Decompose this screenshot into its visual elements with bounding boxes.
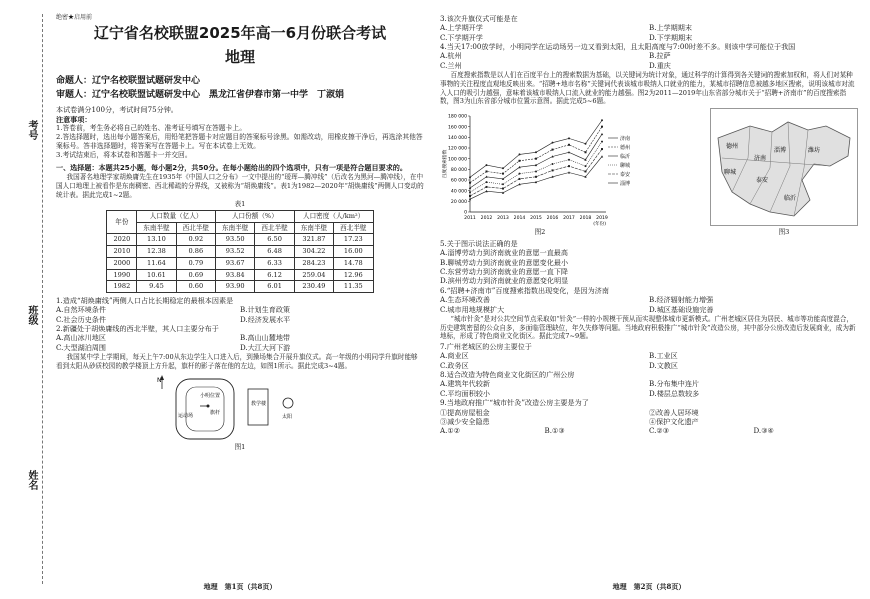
sun-label: 太阳 [282,413,293,420]
x-tick-label: 2018 [579,215,592,221]
table-subheader: 西北半壁 [255,222,294,234]
table-cell: 12.96 [334,269,373,281]
data-point [601,126,603,128]
question-stem: 2.新疆处于胡焕庸线的西北半壁，其人口主要分布于 [56,324,219,334]
answer-option: A.①② [440,426,461,436]
data-point [502,173,504,175]
table-cell: 0.69 [176,269,215,281]
answer-option: D.城区基础设施完善 [649,304,714,314]
class-label: 班级 [26,305,37,325]
figure-caption: 图2 [534,228,546,237]
x-tick-label: 2016 [546,215,559,221]
score-line: 本试卷满分100分，考试时间75分钟。 [56,105,178,115]
section-heading: 一、选择题：本题共25小题，每小题2分，共50分。在每小题给出的四个选项中，只有一项是符合题目要求的。 [56,162,407,172]
y-tick-label: 0 [464,210,467,216]
passage-text: 百度搜索指数是以人们在百度平台上的搜索数据为基础，以关键词为统计对象，通过科学的计算得到各关键词的搜索加权和，将人们对某种事物的关注程度直观地反映出来。“招聘+地市名称”关键词代表该城市吸纳人口就业的能力，某城市招聘信息被越多地区搜索，说明该城市对流入人口的吸引力越强，意味着该城市吸纳人口流入就业的能力越强。图2为2011—2019年山东省部分城市关于“招聘+济南市”的百度搜索指数，图3为山东省部分城市位置示意图。据此完成5~6题。 [440,71,855,106]
question-stem: 1.造成“胡焕庸线”两侧人口占比长期稳定的最根本因素是 [56,295,234,305]
answer-option: C.东营劳动力到济南就业的意愿一直下降 [440,267,569,277]
table-header: 年份 [107,211,137,234]
series-line [470,134,602,188]
question-stem: 8.适合改造为特色商业文化街区的广州公房 [440,370,575,380]
answer-option: D.滨州劳动力到济南就业的意愿变化明显 [440,276,569,286]
fig3-shandong-map [710,108,858,226]
data-point [502,183,504,185]
table-cell: 321.87 [294,234,333,246]
data-point [585,143,587,145]
option-row [56,305,424,314]
figure-caption: 图3 [778,228,790,237]
data-point [519,153,521,155]
answer-option: B.高山山麓地带 [240,333,291,343]
option-row [440,248,858,257]
exam-title: 辽宁省名校联盟2025年高一6月份联合考试 [93,23,387,42]
subject-title: 地理 [224,47,255,66]
page-two [440,14,858,591]
passage-text: “城市针灸”是对公共空间节点采取如“针灸”一样的小规模干预从而实现整体城市更新模式。广州老城区居住为居民、城市等功能高度混合，历史建筑密留的公众自多，多面临管理缺位，年久失修等问题。当地政府积极推广“城市针灸”改造公房，其中部分公房改造后发展商业，成为新地标，形成了特色商业文化街区。据此完成7~9题。 [440,314,856,341]
table-row [107,246,373,258]
y-tick-label: 180 000 [448,114,467,120]
option-row [56,333,424,342]
table-cell: 0.92 [176,234,215,246]
table-subheader: 西北半壁 [176,222,215,234]
y-tick-label: 140 000 [448,135,467,141]
answer-option: D.下学期期末 [649,32,693,42]
answer-option: B.①③ [544,426,565,436]
data-point [519,160,521,162]
data-point [568,151,570,153]
table-cell: 1982 [107,281,137,293]
series-line [470,127,602,183]
notes-list [56,124,424,160]
passage-text: 我国某中学上学期间，每天上午7:00从东边学生入口进入后，到操场集合开展升旗仪式。高一年级的小明同学升旗时能够看到太阳从砂质校园的教学楼顶上方升起，旗杆的影子落在他的左边，如图1所示。据此完成3~4题。 [56,353,418,370]
population-table [106,210,373,293]
table-cell: 0.60 [176,281,215,293]
option-row [440,295,858,304]
page-footer: 地理 第2页（共8页） [612,582,686,591]
data-point [535,158,537,160]
option-row [440,51,858,60]
city-label: 淄博 [774,146,787,154]
answer-option: C.兰州 [440,60,462,70]
answer-option: D.大江大河下游 [240,342,291,352]
table-cell: 284.23 [294,257,333,269]
data-point [486,164,488,166]
data-point [469,191,471,193]
x-tick-label: 2017 [563,215,575,221]
y-tick-label: 160 000 [448,125,467,131]
data-point [585,151,587,153]
author-line: 命题人：辽宁名校联盟试题研发中心 [56,75,201,86]
series-line [470,142,602,193]
table-cell: 6.33 [255,257,294,269]
option-row [440,23,858,32]
table-cell: 6.50 [255,234,294,246]
question-group [56,296,424,352]
data-point [552,169,554,171]
question-stem: 4.当天17:00放学时，小明同学在运动场另一边又看到太阳，且太阳高度与7:00时差不多。则该中学可能位于我国 [440,42,796,52]
x-tick-label: 2015 [530,215,542,221]
question-stem: 3.该次升旗仪式可能是在 [440,14,518,23]
table-cell: 12.38 [137,246,176,258]
answer-option: C.②③ [649,426,670,436]
table-cell: 230.49 [294,281,333,293]
x-tick-label: 2012 [480,215,493,221]
data-point [568,144,570,146]
table-cell: 16.00 [334,246,373,258]
option-row [440,408,858,417]
table-header: 人口份额（%） [216,211,295,223]
note-item: 2.答选择题时，选出每小题答案后，用铅笔把答题卡对应题目的答案标号涂黑。如需改动，用橡皮擦干净后，再选涂其他答案标号。答非选择题时，将答案写在答题卡上。写在本试卷上无效。 [56,132,423,150]
secret-mark: 绝密★启用前 [56,14,93,21]
answer-option: ③减少安全隐患 [440,416,490,426]
legend-label: 济南 [620,135,631,142]
table-row [107,234,373,246]
table-row [107,257,373,269]
data-point [601,155,603,157]
table-cell: 2000 [107,257,137,269]
north-arrow [157,375,164,389]
data-point [568,137,570,139]
table-subheader: 东南半壁 [294,222,333,234]
legend-label: 泰安 [620,171,631,178]
data-point [535,151,537,153]
sports-field [176,379,234,439]
table-cell: 10.61 [137,269,176,281]
table-cell: 0.86 [176,246,215,258]
table-subheader: 东南半壁 [216,222,255,234]
answer-option: B.拉萨 [649,51,671,61]
table-caption: 表1 [234,200,246,209]
answer-option: A.建筑年代较新 [440,379,490,389]
answer-option: ②改善人居环境 [649,407,699,417]
option-row [440,305,858,314]
data-point [519,178,521,180]
answer-option: C.下学期开学 [440,32,483,42]
y-tick-label: 40 000 [450,189,467,195]
option-row [440,276,858,285]
table-cell: 13.10 [137,234,176,246]
city-label: 临沂 [784,194,797,202]
answer-option: D.重庆 [649,60,671,70]
name-label: 姓名 [26,470,37,490]
data-point [469,195,471,197]
teaching-building [248,389,268,425]
data-point [585,165,587,167]
answer-option: A.商业区 [440,351,469,361]
city-label: 泰安 [756,176,769,184]
data-point [601,141,603,143]
answer-option: A.自然环境条件 [56,305,106,315]
data-point [601,119,603,121]
page-footer: 地理 第1页（共8页） [203,582,277,591]
answer-option: D.楼层总数较多 [649,388,700,398]
data-point [552,163,554,165]
answer-option: C.政务区 [440,360,469,370]
option-row [440,351,858,360]
table-cell: 93.52 [216,246,255,258]
city-label: 潍坊 [808,146,821,154]
answer-option: B.上学期期末 [649,23,692,33]
data-point [469,187,471,189]
option-row [440,33,858,42]
fig3-wrapper [710,108,858,237]
page-one [56,14,424,591]
fig2-line-chart [440,108,640,226]
data-point [601,133,603,135]
question-stem: 7.广州老城区的公房主要位于 [440,342,532,352]
question-group [440,239,858,314]
question-stem: 6.“招聘+济南市”百度搜索指数出现变化，是因为济南 [440,285,609,295]
data-point [469,182,471,184]
option-row [440,258,858,267]
notes-title: 注意事项： [56,114,92,124]
answer-option: ①提高房屋租金 [440,407,490,417]
data-point [568,171,570,173]
city-label: 德州 [726,142,739,150]
answer-option: ④保护文化遗产 [649,416,699,426]
answer-option: B.分布集中连片 [649,379,700,389]
y-tick-label: 120 000 [448,146,467,152]
option-row [440,61,858,70]
option-row [56,343,424,352]
series-line [470,149,602,196]
option-row [440,389,858,398]
x-tick-label: 2019 [596,215,608,221]
data-point [502,188,504,190]
reviewer-line: 审题人：辽宁名校联盟试题研发中心 黑龙江省伊春市第一中学 丁淑娟 [56,89,345,100]
table-header: 人口密度（人/km²） [294,211,373,223]
answer-option: B.聊城劳动力到济南就业的意愿变化最小 [440,257,569,267]
option-row [440,379,858,388]
data-point [502,167,504,169]
data-point [568,165,570,167]
exam-number-label: 考号 [26,120,37,140]
answer-option: C.城市用地规模扩大 [440,304,505,314]
table-subheader: 东南半壁 [137,222,176,234]
table-cell: 14.78 [334,257,373,269]
answer-option: B.工业区 [649,351,678,361]
question-group [440,342,858,436]
passage-text: 我国著名地理学家胡焕庸先生在1935年《中国人口之分布》一文中提出的“瑷珲—腾冲线”（后改名为黑河—腾冲线），在中国人口地理上被看作是东南稠密、西北稀疏的分界线，又被称为“胡焕庸线”。表1为1982—2020年“胡焕庸线”两侧人口变动的统计表。据此完成1~2题。 [56,173,424,199]
table-cell: 2010 [107,246,137,258]
fig2-wrapper [440,108,640,237]
table-cell: 11.35 [334,281,373,293]
data-point [469,176,471,178]
y-axis-label: 百度搜索指数 [443,149,448,179]
answer-option: B.计划生育政策 [240,305,291,315]
option-row [440,417,858,426]
table-cell: 6.01 [255,281,294,293]
data-point [486,181,488,183]
note-item: 1.答卷前，考生务必将自己的姓名、准考证号填写在答题卡上。 [56,124,246,132]
table-cell: 93.67 [216,257,255,269]
sun-icon [283,398,293,408]
data-point [486,186,488,188]
answer-option: A.生态环境改善 [440,295,490,305]
data-point [519,173,521,175]
question-stem: 9.当地政府推广“城市针灸”改造公房主要是为了 [440,398,589,408]
option-row [440,361,858,370]
data-point [535,176,537,178]
series-line [470,120,602,177]
fig1-diagram [156,373,316,443]
data-point [552,149,554,151]
table-cell: 6.48 [255,246,294,258]
table-cell: 17.23 [334,234,373,246]
data-point [552,142,554,144]
answer-option: C.大型湖泊周围 [56,342,106,352]
answer-option: A.上学期开学 [440,23,483,33]
answer-option: D.经济发展水平 [240,314,291,324]
table-cell: 1990 [107,269,137,281]
answer-option: B.经济辐射能力增强 [649,295,714,305]
question-stem: 5.关于图示说法正确的是 [440,239,518,249]
city-label: 济南 [754,154,767,162]
north-label: N [157,376,162,384]
binding-gutter [0,0,50,599]
data-point [486,170,488,172]
x-tick-label: 2011 [464,215,476,221]
figure-row [440,108,858,237]
data-point [585,170,587,172]
table-body [107,234,373,293]
table-cell: 9.45 [137,281,176,293]
table-cell: 6.12 [255,269,294,281]
y-tick-label: 80 000 [450,167,467,173]
table-row [107,281,373,293]
answer-option: A.杭州 [440,51,462,61]
y-tick-label: 60 000 [450,178,467,184]
figure-caption: 图1 [234,442,246,451]
question-group [440,14,858,70]
answer-option: C.平均面积较小 [440,388,490,398]
data-point [601,148,603,150]
table-cell: 93.90 [216,281,255,293]
answer-option: D.③④ [753,426,774,436]
series-line [470,156,602,199]
answer-option: D.文教区 [649,360,678,370]
table-cell: 93.50 [216,234,255,246]
table-cell: 0.79 [176,257,215,269]
table-subheader: 西北半壁 [334,222,373,234]
field-label: 运动场 [178,412,194,419]
y-tick-label: 20 000 [450,199,467,205]
student-label: 小明位置 [200,392,221,399]
option-row [440,426,858,435]
cut-line [42,14,43,584]
table-row [107,269,373,281]
table-cell: 93.84 [216,269,255,281]
table-cell: 304.22 [294,246,333,258]
building-label: 教学楼 [251,400,267,407]
legend-label: 淄博 [620,180,631,187]
answer-option: C.社会历史条件 [56,314,106,324]
note-item: 3.考试结束后，将本试卷和答题卡一并交回。 [56,150,192,159]
option-row [56,315,424,324]
answer-option: A.高山冰川地区 [56,333,106,343]
data-point [568,159,570,161]
legend-label: 临沂 [620,153,631,160]
answer-option: A.淄博劳动力到济南就业的意愿一直最高 [440,248,568,258]
x-tick-label: 2014 [513,215,526,221]
table-header: 人口数量（亿人） [137,211,216,223]
x-axis-label: (年份) [593,221,606,226]
table-cell: 11.64 [137,257,176,269]
table-cell: 2020 [107,234,137,246]
legend-label: 德州 [620,144,631,151]
data-point [535,170,537,172]
x-tick-label: 2013 [497,215,509,221]
table-cell: 259.04 [294,269,333,281]
city-label: 聊城 [724,168,737,176]
option-row [440,267,858,276]
flagpole-label: 旗杆 [210,409,221,416]
legend-label: 聊城 [620,162,631,169]
y-tick-label: 100 000 [448,157,467,163]
